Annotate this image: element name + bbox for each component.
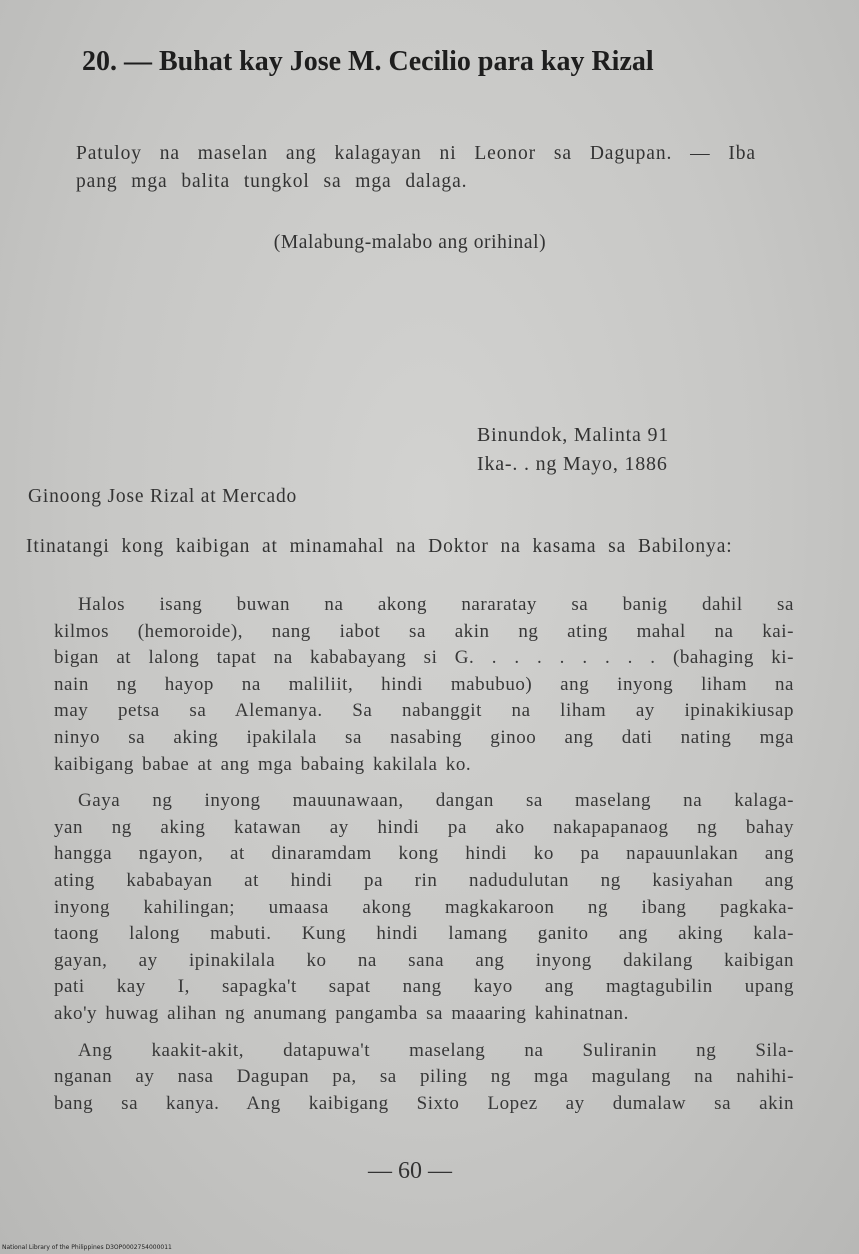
text-line: taong lalong mabuti. Kung hindi lamang ganito ang aking kala- bbox=[54, 923, 794, 945]
page-title: 20. — Buhat kay Jose M. Cecilio para kay Rizal bbox=[82, 46, 654, 77]
text-line: ako'y huwag alihan ng anumang pangamba sa maaaring kahinatnan. bbox=[54, 1002, 629, 1024]
text-line: ninyo sa aking ipakilala sa nasabing ginoo ang dati nating mga bbox=[54, 726, 794, 748]
text-line: may petsa sa Alemanya. Sa nabanggit na liham ay ipinakikiusap bbox=[54, 700, 794, 722]
letter-salutation: Itinatangi kong kaibigan at minamahal na Doktor na kasama sa Babilonya: bbox=[26, 536, 733, 557]
letter-place: Binundok, Malinta 91 bbox=[477, 424, 670, 446]
text-line: hangga ngayon, at dinaramdam kong hindi ko pa napauunlakan ang bbox=[54, 843, 794, 865]
letter-place-date bbox=[477, 421, 669, 479]
text-line: Halos isang buwan na akong nararatay sa banig dahil sa bbox=[78, 594, 794, 615]
letter-summary: Patuloy na maselan ang kalagayan ni Leonor sa Dagupan. — Iba pang mga balita tungkol sa mga dalaga. bbox=[76, 143, 756, 192]
text-line: kilmos (hemoroide), nang iabot sa akin ng ating mahal na kai- bbox=[54, 620, 794, 642]
body-paragraph-3 bbox=[54, 1038, 794, 1118]
body-paragraph-1 bbox=[54, 592, 794, 778]
text-line: yan ng aking katawan ay hindi pa ako nakapapanaog ng bahay bbox=[54, 816, 794, 838]
letter-body bbox=[54, 592, 794, 1127]
library-credit: National Library of the Philippines D3OP0002754000011 bbox=[2, 1244, 172, 1251]
page-number: — 60 — bbox=[368, 1158, 452, 1184]
text-line: nganan ay nasa Dagupan pa, sa piling ng mga magulang na nahihi- bbox=[54, 1066, 794, 1088]
text-line: Ang kaakit-akit, datapuwa't maselang na Suliranin ng Sila- bbox=[78, 1039, 794, 1061]
text-line: gayan, ay ipinakilala ko na sana ang inyong dakilang kaibigan bbox=[54, 949, 794, 971]
text-line: bang sa kanya. Ang kaibigang Sixto Lopez ay dumalaw sa akin bbox=[54, 1092, 794, 1114]
letter-date: Ika-. . ng Mayo, 1886 bbox=[477, 453, 668, 475]
text-line: ating kababayan at hindi pa rin nadudulutan ng kasiyahan ang bbox=[54, 869, 794, 891]
text-line: nain ng hayop na maliliit, hindi mabubuo) ang inyong liham na bbox=[54, 673, 794, 695]
text-line: kaibigang babae at ang mga babaing kakilala ko. bbox=[54, 753, 472, 775]
text-line: inyong kahilingan; umaasa akong magkakaroon ng ibang pagkaka- bbox=[54, 896, 794, 918]
body-paragraph-2 bbox=[54, 788, 794, 1027]
text-line: pati kay I, sapagka't sapat nang kayo ang magtagubilin upang bbox=[54, 976, 794, 998]
text-line: bigan at lalong tapat na kababayang si G. . . . . . . . . (bahaging ki- bbox=[54, 647, 794, 669]
letter-recipient: Ginoong Jose Rizal at Mercado bbox=[28, 486, 298, 507]
editorial-note: (Malabung-malabo ang orihinal) bbox=[273, 232, 547, 253]
text-line: Gaya ng inyong mauunawaan, dangan sa maselang na kalaga- bbox=[78, 790, 794, 812]
